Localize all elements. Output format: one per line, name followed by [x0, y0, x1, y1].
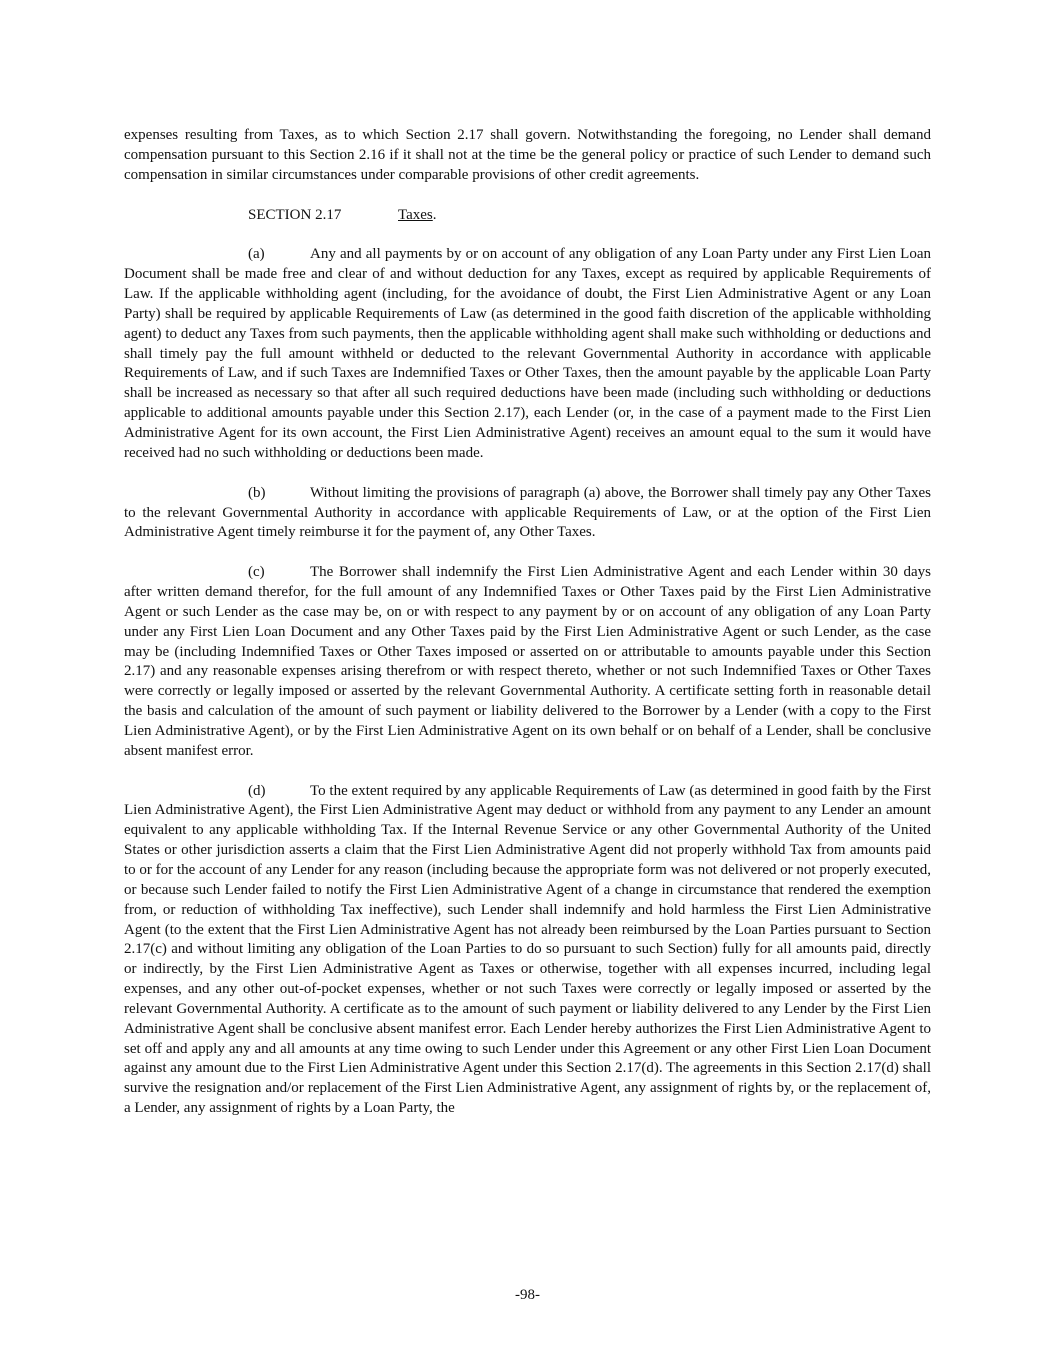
intro-paragraph: expenses resulting from Taxes, as to which Section 2.17 shall govern. Notwithstanding the foregoing, no Lender shall demand compensation pursuant to this Section 2.16 if it shall not at the time be the general policy or practice of such Lender to demand such compensation in similar circumstances under comparable provisions of other credit agreements. [124, 127, 931, 183]
paragraph-b-text: Without limiting the provisions of paragraph (a) above, the Borrower shall timely pay any Other Taxes to the relevant Governmental Authority in accordance with applicable Requirements of Law, or at the option of the First Lien Administrative Agent timely reimburse it for the payment of, any Other Taxes. [124, 484, 931, 541]
paragraph-d-text: To the extent required by any applicable Requirements of Law (as determined in good faith by the First Lien Administrative Agent), the First Lien Administrative Agent may deduct or withhold from any payment to any Lender an amount equivalent to any applicable withholding Tax. If the Internal Revenue Service or any other Governmental Authority of the United States or other jurisdiction asserts a claim that the First Lien Administrative Agent did not properly withhold Tax from amounts paid to or for the account of any Lender for any reason (including because the appropriate form was not delivered or not properly executed, or because such Lender failed to notify the First Lien Administrative Agent of a change in circumstance that rendered the exemption from, or reduction of withholding Tax ineffective), such Lender shall indemnify and hold harmless the First Lien Administrative Agent (to the extent that the First Lien Administrative Agent has not already been reimbursed by the Loan Parties pursuant to Section 2.17(c) and without limiting any obligation of the Loan Parties to do so pursuant to such Section) fully for all amounts paid, directly or indirectly, by the First Lien Administrative Agent as Taxes or otherwise, together with all expenses incurred, including legal expenses, and any other out-of-pocket expenses, whether or not such Taxes were correctly or legally imposed or asserted by the relevant Governmental Authority. A certificate as to the amount of such payment or liability delivered to any Lender by the First Lien Administrative Agent shall be conclusive absent manifest error. Each Lender hereby authorizes the First Lien Administrative Agent to set off and apply any and all amounts at any time owing to such Lender under this Agreement or any other First Lien Loan Document against any amount due to the First Lien Administrative Agent under this Section 2.17(d). The agreements in this Section 2.17(d) shall survive the resignation and/or replacement of the First Lien Administrative Agent, any assignment of rights by, or the replacement of, a Lender, any assignment of rights by a Loan Party, the [124, 782, 931, 1117]
section-number: SECTION 2.17 [248, 206, 342, 223]
paragraph-a-label: (a) [248, 246, 265, 263]
section-title-period: . [432, 206, 437, 223]
paragraph-b [124, 484, 931, 544]
section-title: Taxes [398, 206, 433, 223]
paragraph-c-text: The Borrower shall indemnify the First Lien Administrative Agent and each Lender within 30 days after written demand therefor, for the full amount of any Indemnified Taxes or Other Taxes paid by the First Lien Administrative Agent or such Lender as the case may be, on or with respect to any payment by or on account of any obligation of any Loan Party under any First Lien Loan Document and any Other Taxes paid by the First Lien Administrative Agent or such Lender, as the case may be (including Indemnified Taxes or Other Taxes imposed or asserted on or attributable to amounts payable under this Section 2.17) and any reasonable expenses arising therefrom or with respect thereto, whether or not such Indemnified Taxes or Other Taxes were correctly or legally imposed or asserted by the relevant Governmental Authority. A certificate setting forth in reasonable detail the basis and calculation of the amount of such payment or liability delivered to the Borrower by a Lender (with a copy to the First Lien Administrative Agent), or by the First Lien Administrative Agent on its own behalf or on behalf of a Lender, shall be conclusive absent manifest error. [124, 564, 931, 759]
paragraph-c [124, 563, 931, 761]
paragraph-a-text: Any and all payments by or on account of any obligation of any Loan Party under any First Lien Loan Document shall be made free and clear of and without deduction for any Taxes, except as required by applicable Requirements of Law. If the applicable withholding agent (including, for the avoidance of doubt, the First Lien Administrative Agent or any Loan Party) shall be required by applicable Requirements of Law (as determined in the good faith discretion of the applicable withholding agent) to deduct any Taxes from such payments, then the applicable withholding agent shall make such withholding or deductions and shall timely pay the full amount withheld or deducted to the relevant Governmental Authority in accordance with applicable Requirements of Law, and if such Taxes are Indemnified Taxes or Other Taxes, then the amount payable by the applicable Loan Party shall be increased as necessary so that after all such required deductions have been made (including such withholding or deductions applicable to additional amounts payable under this Section 2.17), each Lender (or, in the case of a payment made to the First Lien Administrative Agent for its own account, the First Lien Administrative Agent) receives an amount equal to the sum it would have received had no such withholding or deductions been made. [124, 246, 931, 461]
page-number: -98- [515, 1287, 540, 1303]
section-heading [124, 206, 931, 226]
document-page [124, 126, 931, 1139]
paragraph-d-label: (d) [248, 782, 266, 799]
paragraph-c-label: (c) [248, 564, 265, 581]
paragraph-d [124, 782, 931, 1119]
paragraph-b-label: (b) [248, 484, 266, 501]
paragraph-a [124, 245, 931, 463]
